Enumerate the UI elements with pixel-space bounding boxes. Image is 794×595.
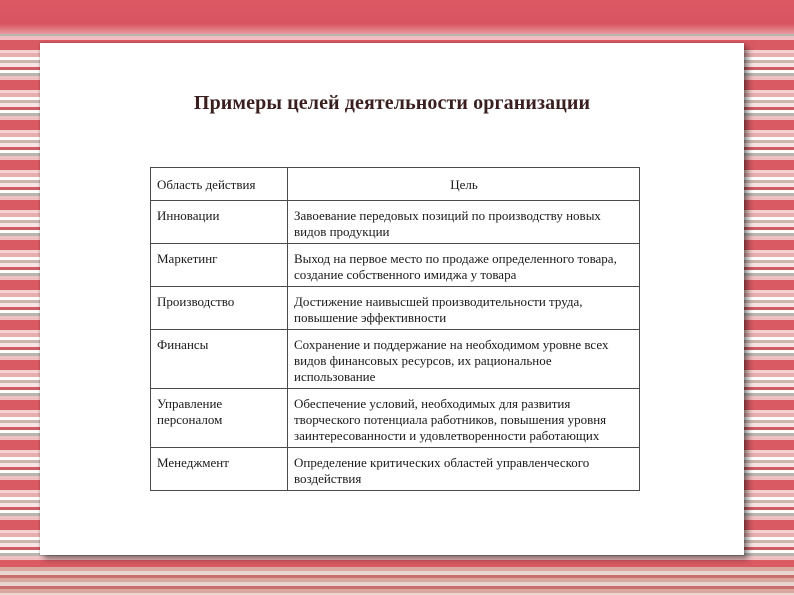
table-row (151, 287, 640, 330)
area-cell: Финансы (151, 330, 288, 389)
table-row (151, 330, 640, 389)
table-row (151, 448, 640, 491)
goal-cell: Определение критических областей управленческого воздействия (288, 448, 640, 491)
goal-cell: Завоевание передовых позиций по производству новых видов продукции (288, 201, 640, 244)
column-header-goal: Цель (288, 168, 640, 201)
table-row (151, 244, 640, 287)
background-bottom-band (0, 567, 794, 595)
goal-cell: Достижение наивысшей производительности труда, повышение эффективности (288, 287, 640, 330)
table-row (151, 389, 640, 448)
area-cell: Управление персоналом (151, 389, 288, 448)
table-header-row (151, 168, 640, 201)
column-header-area: Область действия (151, 168, 288, 201)
area-cell: Инновации (151, 201, 288, 244)
goal-cell: Выход на первое место по продаже определенного товара, создание собственного имиджа у товара (288, 244, 640, 287)
goal-cell: Обеспечение условий, необходимых для развития творческого потенциала работников, повышения уровня заинтересованности и удовлетворенности работающих (288, 389, 640, 448)
goals-table (150, 167, 640, 491)
background-top-band (0, 0, 794, 34)
area-cell: Маркетинг (151, 244, 288, 287)
area-cell: Производство (151, 287, 288, 330)
area-cell: Менеджмент (151, 448, 288, 491)
goal-cell: Сохранение и поддержание на необходимом уровне всех видов финансовых ресурсов, их рациональное использование (288, 330, 640, 389)
table-row (151, 201, 640, 244)
slide-title: Примеры целей деятельности организации (193, 92, 591, 114)
